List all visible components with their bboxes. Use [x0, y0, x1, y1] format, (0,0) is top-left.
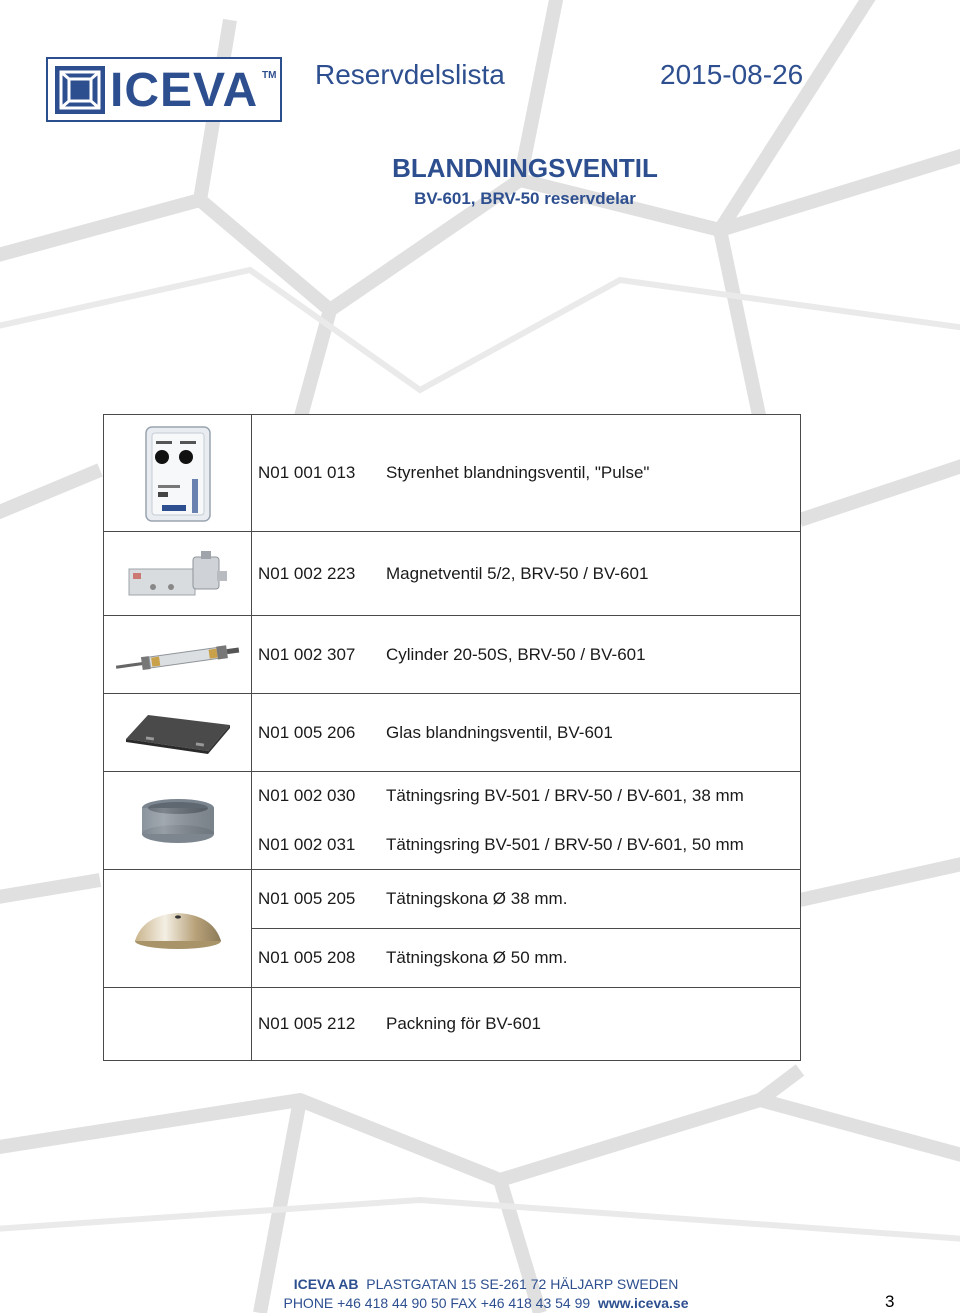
part-number: N01 002 307	[252, 616, 381, 694]
part-image-cell	[104, 415, 252, 532]
part-description: Tätningskona Ø 50 mm.	[380, 929, 801, 988]
document-title: Reservdelslista	[315, 59, 505, 90]
cylinder-image	[113, 635, 243, 675]
table-row	[104, 988, 801, 1061]
part-description: Tätningsring BV-501 / BRV-50 / BV-601, 38 mm	[380, 772, 801, 821]
footer-phone-fax: PHONE +46 418 44 90 50 FAX +46 418 43 54 99	[283, 1295, 591, 1311]
iceva-logo	[46, 57, 282, 122]
part-description: Packning för BV-601	[380, 988, 801, 1061]
page-header	[0, 0, 960, 140]
part-description: Cylinder 20-50S, BRV-50 / BV-601	[380, 616, 801, 694]
solenoid-valve-image	[123, 549, 233, 599]
footer-contact	[0, 1295, 960, 1311]
table-row	[104, 772, 801, 821]
glass-plate-image	[122, 711, 234, 755]
part-number: N01 002 030	[252, 772, 381, 821]
sealing-ring-image	[138, 796, 218, 846]
part-image-cell	[104, 532, 252, 616]
part-number: N01 005 206	[252, 694, 381, 772]
part-number: N01 002 223	[252, 532, 381, 616]
logo-text: ICEVA	[110, 64, 259, 117]
footer-website-link[interactable]: www.iceva.se	[597, 1295, 689, 1311]
part-description: Tätningsring BV-501 / BRV-50 / BV-601, 50 mm	[380, 821, 801, 870]
part-image-cell	[104, 616, 252, 694]
sealing-cone-image	[133, 907, 223, 951]
iceva-logo-icon	[54, 65, 106, 115]
page-title: BLANDNINGSVENTIL	[392, 153, 658, 183]
document-date: 2015-08-26	[660, 59, 804, 90]
part-number: N01 005 208	[252, 929, 381, 988]
page-number: 3	[885, 1292, 895, 1311]
part-image-cell	[104, 772, 252, 870]
parts-table	[103, 414, 801, 1061]
part-number: N01 001 013	[252, 415, 381, 532]
footer-street: PLASTGATAN 15 SE-261 72 HÄLJARP SWEDEN	[366, 1276, 679, 1292]
table-row	[104, 415, 801, 532]
page-subtitle: BV-601, BRV-50 reservdelar	[414, 189, 636, 208]
footer-company: ICEVA AB	[293, 1276, 359, 1292]
footer-address	[0, 1276, 960, 1292]
table-row	[104, 532, 801, 616]
part-description: Magnetventil 5/2, BRV-50 / BV-601	[380, 532, 801, 616]
part-image-cell	[104, 988, 252, 1061]
control-box-image	[138, 423, 218, 523]
part-number: N01 002 031	[252, 821, 381, 870]
table-row	[104, 616, 801, 694]
part-image-cell	[104, 870, 252, 988]
part-description: Tätningskona Ø 38 mm.	[380, 870, 801, 929]
part-description: Glas blandningsventil, BV-601	[380, 694, 801, 772]
part-number: N01 005 205	[252, 870, 381, 929]
part-number: N01 005 212	[252, 988, 381, 1061]
part-description: Styrenhet blandningsventil, "Pulse"	[380, 415, 801, 532]
part-image-cell	[104, 694, 252, 772]
logo-trademark: TM	[262, 70, 277, 81]
table-row	[104, 870, 801, 929]
table-row	[104, 694, 801, 772]
